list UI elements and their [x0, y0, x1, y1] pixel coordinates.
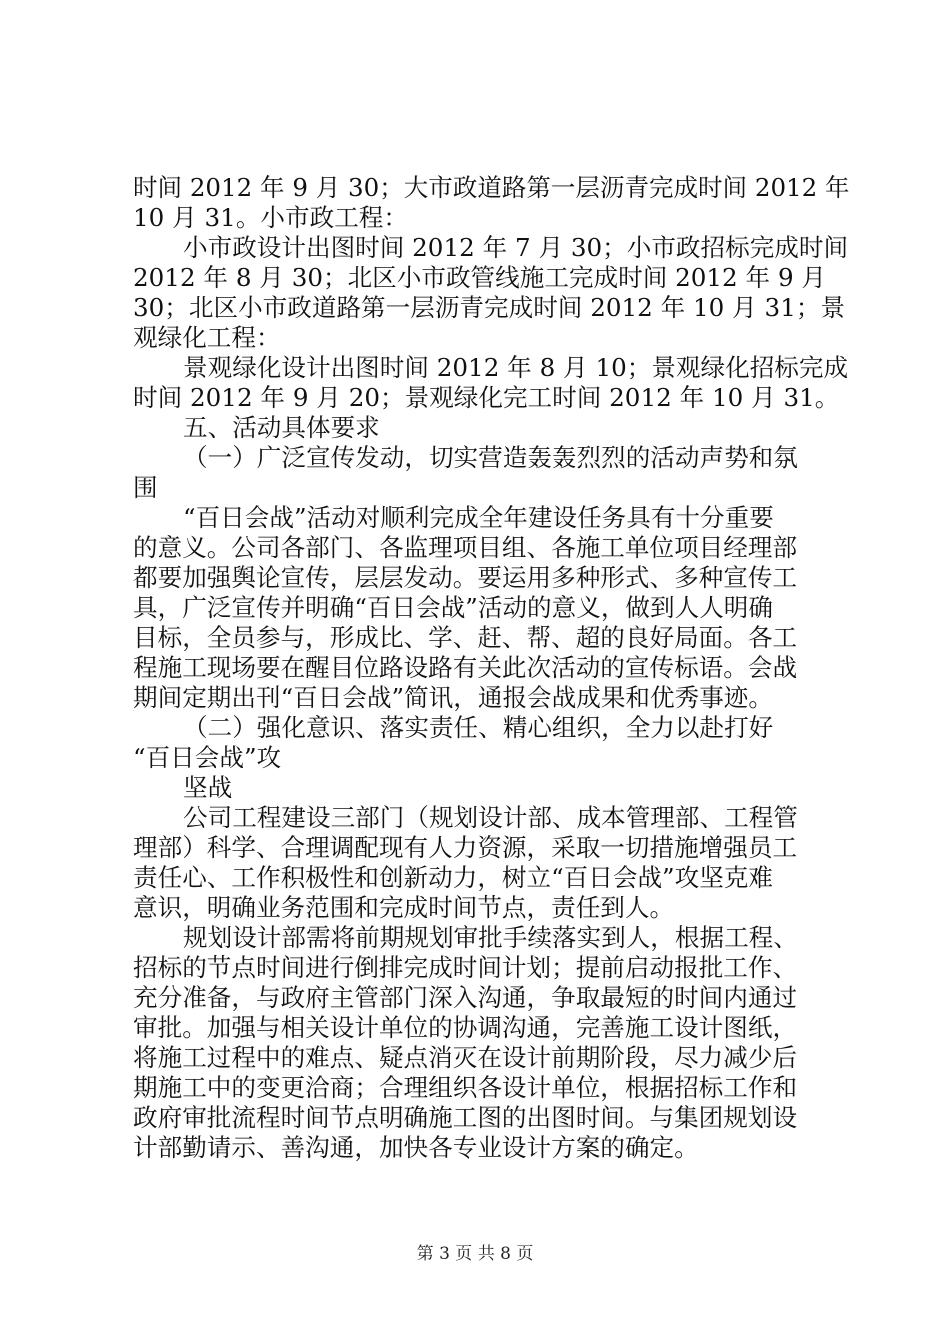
- subsection-heading: （一）广泛宣传发动，切实营造轰轰烈烈的活动声势和氛: [183, 443, 798, 472]
- text-line: 景观绿化设计出图时间 2012 年 8 月 10；景观绿化招标完成: [183, 353, 849, 382]
- text-line: 目标，全员参与，形成比、学、赶、帮、超的良好局面。各工: [133, 623, 798, 652]
- text-line: 将施工过程中的难点、疑点消灭在设计前期阶段，尽力减少后: [133, 1043, 798, 1072]
- text-line: 时间 2012 年 9 月 20；景观绿化完工时间 2012 年 10 月 31。: [133, 383, 840, 412]
- subsection-heading: （二）强化意识、落实责任、精心组织，全力以赴打好: [183, 713, 774, 742]
- text-line: 30；北区小市政道路第一层沥青完成时间 2012 年 10 月 31；景: [133, 293, 846, 322]
- text-line: 充分准备，与政府主管部门深入沟通，争取最短的时间内通过: [133, 983, 798, 1012]
- text-line: 坚战: [183, 773, 233, 802]
- text-line: 围: [133, 473, 158, 502]
- text-line: 程施工现场要在醒目位路设路有关此次活动的宣传标语。会战: [133, 653, 798, 682]
- text-line: 政府审批流程时间节点明确施工图的出图时间。与集团规划设: [133, 1103, 798, 1132]
- text-line: 公司工程建设三部门（规划设计部、成本管理部、工程管: [183, 803, 798, 832]
- text-line: 10 月 31。小市政工程：: [133, 203, 408, 232]
- text-line: 招标的节点时间进行倒排完成时间计划；提前启动报批工作、: [133, 953, 798, 982]
- text-line: 期施工中的变更洽商；合理组织各设计单位，根据招标工作和: [133, 1073, 798, 1102]
- text-line: 2012 年 8 月 30；北区小市政管线施工完成时间 2012 年 9 月: [133, 263, 826, 292]
- text-line: 的意义。公司各部门、各监理项目组、各施工单位项目经理部: [133, 533, 798, 562]
- text-line: 小市政设计出图时间 2012 年 7 月 30；小市政招标完成时间: [183, 233, 849, 262]
- text-line: “百日会战”攻: [133, 743, 282, 772]
- text-line: 具，广泛宣传并明确“百日会战”活动的意义，做到人人明确: [133, 593, 773, 622]
- text-line: 都要加强舆论宣传，层层发动。要运用多种形式、多种宣传工: [133, 563, 798, 592]
- page-footer: 第 3 页 共 8 页: [416, 1244, 534, 1264]
- text-line: 规划设计部需将前期规划审批手续落实到人，根据工程、: [183, 923, 798, 952]
- text-line: 理部）科学、合理调配现有人力资源，采取一切措施增强员工: [133, 833, 798, 862]
- text-line: 观绿化工程：: [133, 323, 281, 352]
- text-line: 时间 2012 年 9 月 30；大市政道路第一层沥青完成时间 2012 年: [133, 173, 850, 202]
- text-line: “百日会战”活动对顺利完成全年建设任务具有十分重要: [183, 503, 774, 532]
- text-line: 责任心、工作积极性和创新动力，树立“百日会战”攻坚克难: [133, 863, 773, 892]
- section-heading: 五、活动具体要求: [183, 413, 380, 442]
- text-line: 期间定期出刊“百日会战”简讯，通报会战成果和优秀事迹。: [133, 683, 773, 712]
- text-line: 意识，明确业务范围和完成时间节点，责任到人。: [133, 893, 675, 922]
- text-line: 计部勤请示、善沟通，加快各专业设计方案的确定。: [133, 1133, 699, 1162]
- text-line: 审批。加强与相关设计单位的协调沟通，完善施工设计图纸，: [133, 1013, 798, 1042]
